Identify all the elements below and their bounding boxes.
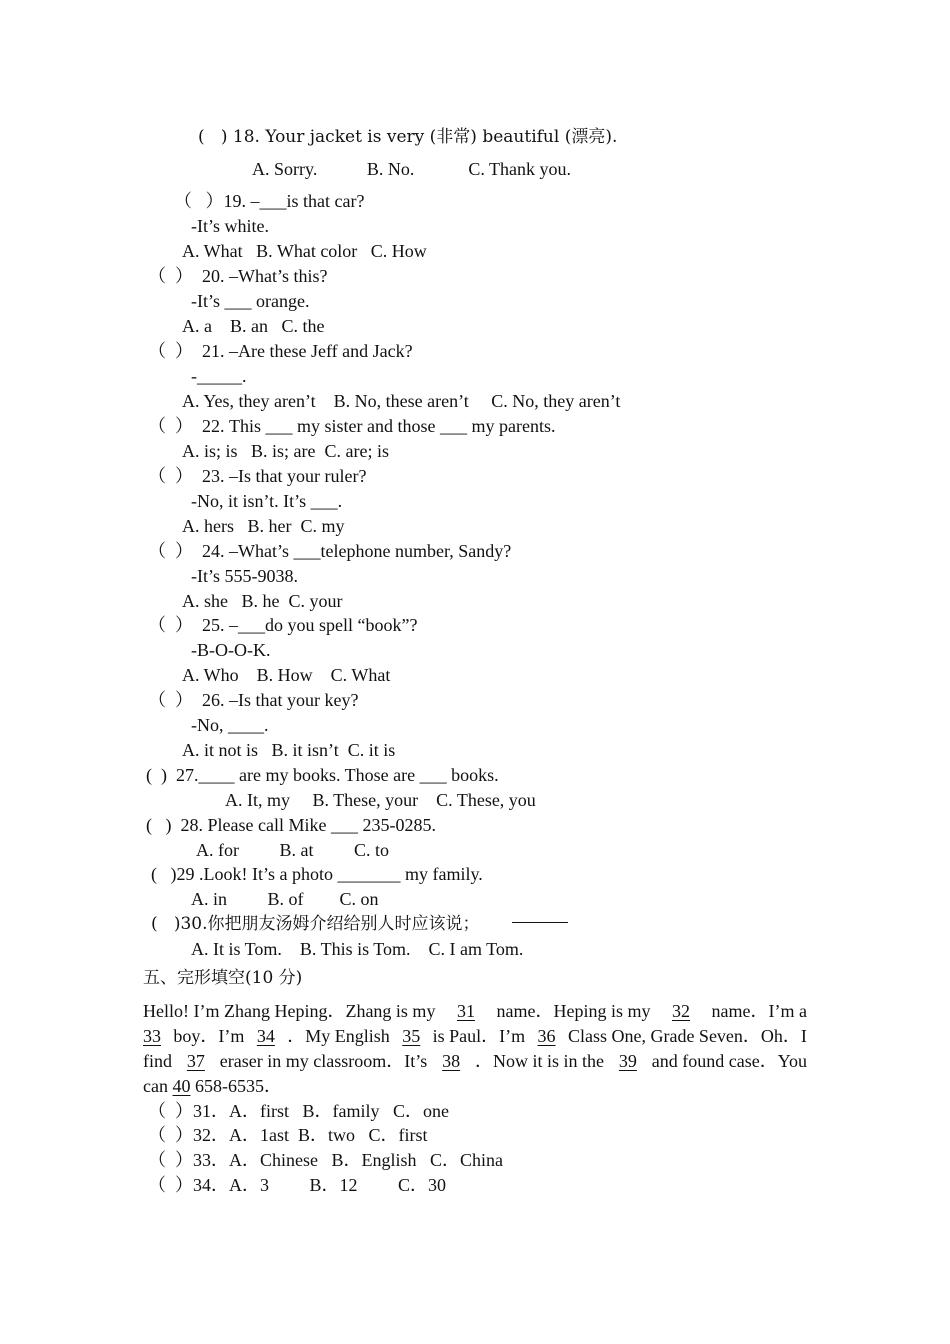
passage-text: can — [143, 1076, 173, 1096]
blank-36: 36 — [537, 1026, 556, 1046]
passage-text: name．I’m a — [711, 1001, 807, 1021]
cloze-item-33: （ ）33．A．Chinese B．English C．China — [148, 1150, 503, 1170]
question-25-options: A. Who B. How C. What — [182, 665, 391, 685]
question-25-answer: -B-O-O-K. — [191, 640, 271, 660]
passage-text: name．Heping is my — [496, 1001, 651, 1021]
passage-text: eraser in my classroom．It’s — [219, 1051, 428, 1071]
passage-text: boy．I’m — [173, 1026, 245, 1046]
passage-line-3 — [143, 1050, 807, 1072]
question-30-options: A. It is Tom. B. This is Tom. C. I am Tom. — [191, 939, 524, 959]
question-27-options: A. It, my B. These, your C. These, you — [225, 790, 536, 810]
passage-text: Class One, Grade Seven．Oh．I — [567, 1026, 807, 1046]
question-19-answer: -It’s white. — [191, 216, 269, 236]
blank-35: 35 — [402, 1026, 421, 1046]
passage-text: Hello! I’m Zhang Heping．Zhang is my — [143, 1001, 436, 1021]
passage-text: is Paul．I’m — [432, 1026, 526, 1046]
question-18-options: A. Sorry. B. No. C. Thank you. — [252, 159, 571, 179]
question-29-options: A. in B. of C. on — [191, 889, 379, 909]
blank-33: 33 — [143, 1026, 161, 1046]
question-20-stem: （ ） 20. –What’s this? — [148, 266, 328, 286]
question-29-stem: ( )29 .Look! It’s a photo _______ my family. — [151, 864, 483, 884]
question-23-answer: -No, it isn’t. It’s ___. — [191, 491, 343, 511]
blank-39: 39 — [618, 1051, 637, 1071]
question-21-answer: -_____. — [191, 366, 247, 386]
question-20-answer: -It’s ___ orange. — [191, 291, 310, 311]
cloze-item-34: （ ）34．A．3 B．12 C．30 — [148, 1175, 447, 1195]
question-24-answer: -It’s 555-9038. — [191, 566, 298, 586]
blank-37: 37 — [186, 1051, 205, 1071]
question-22-stem: （ ） 22. This ___ my sister and those ___ my parents. — [148, 416, 556, 436]
question-30-stem: ( )30.你把朋友汤姆介绍给别人时应该说； — [151, 914, 480, 934]
question-18-stem: ( ) 18. Your jacket is very (非常) beautiful (漂亮). — [198, 127, 618, 147]
question-27-stem: ( ) 27.____ are my books. Those are ___ books. — [146, 765, 499, 785]
passage-text: 658-6535． — [190, 1076, 282, 1096]
blank-31: 31 — [456, 1001, 475, 1021]
question-21-options: A. Yes, they aren’t B. No, these aren’t C. No, they aren’t — [182, 391, 621, 411]
blank-40: 40 — [172, 1076, 191, 1096]
question-24-stem: （ ） 24. –What’s ___telephone number, Sandy? — [148, 541, 512, 561]
cloze-item-31: （ ）31．A．first B．family C．one — [148, 1101, 449, 1121]
question-28-stem: ( ) 28. Please call Mike ___ 235-0285. — [146, 815, 436, 835]
passage-text: ．My English — [287, 1026, 390, 1046]
question-20-options: A. a B. an C. the — [182, 316, 325, 336]
question-19-stem: （ ）19. –___is that car? — [174, 191, 365, 211]
passage-text: find — [143, 1051, 172, 1071]
question-26-answer: -No, ____. — [191, 715, 269, 735]
blank-38: 38 — [442, 1051, 461, 1071]
passage-line-4 — [143, 1075, 807, 1097]
passage-line-2 — [143, 1025, 807, 1047]
question-23-stem: （ ） 23. –Is that your ruler? — [148, 466, 367, 486]
question-26-options: A. it not is B. it isn’t C. it is — [182, 740, 396, 760]
answer-line — [512, 922, 568, 923]
question-23-options: A. hers B. her C. my — [182, 516, 345, 536]
question-21-stem: （ ） 21. –Are these Jeff and Jack? — [148, 341, 413, 361]
question-26-stem: （ ） 26. –Is that your key? — [148, 690, 359, 710]
question-28-options: A. for B. at C. to — [196, 840, 389, 860]
question-25-stem: （ ） 25. –___do you spell “book”? — [148, 615, 418, 635]
passage-text: ．Now it is in the — [475, 1051, 605, 1071]
question-22-options: A. is; is B. is; are C. are; is — [182, 441, 389, 461]
passage-line-1 — [143, 1000, 807, 1022]
question-24-options: A. she B. he C. your — [182, 591, 343, 611]
blank-32: 32 — [671, 1001, 690, 1021]
passage-text: and found case．You — [651, 1051, 807, 1071]
section-heading-cloze: 五、完形填空(10 分) — [143, 968, 303, 988]
question-19-options: A. What B. What color C. How — [182, 241, 427, 261]
blank-34: 34 — [256, 1026, 275, 1046]
cloze-item-32: （ ）32．A．1ast B．two C．first — [148, 1125, 428, 1145]
